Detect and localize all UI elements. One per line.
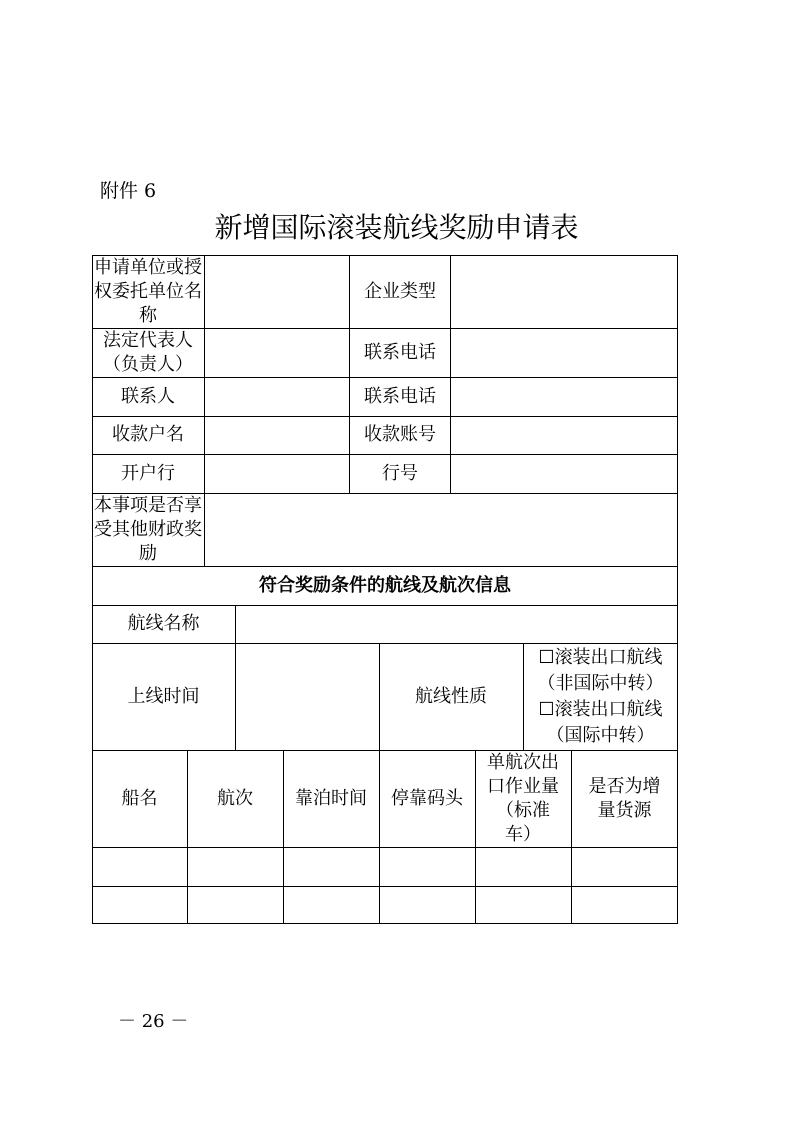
table-row-2-berthing[interactable] bbox=[283, 886, 379, 924]
option-non-transit-line1: 滚装出口航线 bbox=[554, 646, 663, 668]
route-name-field[interactable] bbox=[235, 605, 678, 643]
route-section-header: 符合奖励条件的航线及航次信息 bbox=[259, 574, 511, 596]
legal-representative-field[interactable] bbox=[204, 328, 350, 377]
applicant-name-label: 申请单位或授权委托单位名称 bbox=[94, 256, 202, 326]
bank-field[interactable] bbox=[204, 454, 350, 493]
contact-person-field[interactable] bbox=[204, 377, 350, 416]
voyage-header: 航次 bbox=[217, 787, 253, 809]
table-row-1-berthing[interactable] bbox=[283, 847, 379, 886]
terminal-header: 停靠码头 bbox=[391, 787, 463, 809]
bank-label: 开户行 bbox=[121, 462, 175, 484]
bank-number-label: 行号 bbox=[382, 462, 418, 484]
account-number-label: 收款账号 bbox=[364, 424, 436, 445]
online-time-field[interactable] bbox=[235, 643, 379, 750]
contact-phone-label: 联系电话 bbox=[364, 385, 436, 407]
incremental-cargo-header: 是否为增量货源 bbox=[588, 775, 661, 821]
route-nature-options bbox=[523, 643, 678, 750]
online-time-label: 上线时间 bbox=[127, 685, 200, 707]
other-subsidy-label: 本事项是否享受其他财政奖励 bbox=[94, 494, 202, 564]
table-row-2-voyage[interactable] bbox=[187, 886, 283, 924]
table-row-1-terminal[interactable] bbox=[379, 847, 475, 886]
option-transit-line2: （国际中转） bbox=[546, 724, 655, 746]
account-name-field[interactable] bbox=[204, 416, 350, 454]
page-number-value: 26 bbox=[141, 1011, 165, 1032]
application-form-table bbox=[92, 255, 678, 924]
table-row-1-volume[interactable] bbox=[475, 847, 571, 886]
table-row-1-ship[interactable] bbox=[92, 847, 187, 886]
applicant-name-field[interactable] bbox=[204, 255, 350, 328]
option-transit-line1: 滚装出口航线 bbox=[554, 698, 663, 720]
other-subsidy-field[interactable] bbox=[204, 493, 678, 566]
berthing-time-header: 靠泊时间 bbox=[295, 787, 367, 809]
table-row-2-ship[interactable] bbox=[92, 886, 187, 924]
contact-person-label: 联系人 bbox=[121, 385, 175, 407]
attachment-label: 附件 6 bbox=[100, 180, 157, 202]
table-row-2-volume[interactable] bbox=[475, 886, 571, 924]
table-row-1-voyage[interactable] bbox=[187, 847, 283, 886]
page-number: － 26 － bbox=[118, 1011, 189, 1032]
table-row-2-incremental[interactable] bbox=[571, 886, 678, 924]
legal-rep-phone-label: 联系电话 bbox=[364, 341, 436, 363]
account-number-field[interactable] bbox=[450, 416, 678, 454]
enterprise-type-field[interactable] bbox=[450, 255, 678, 328]
checkbox-icon[interactable]: ☐ bbox=[538, 646, 555, 668]
table-row-1-incremental[interactable] bbox=[571, 847, 678, 886]
enterprise-type-label: 企业类型 bbox=[364, 280, 436, 302]
option-non-transit[interactable] bbox=[538, 645, 662, 671]
legal-rep-phone-field[interactable] bbox=[450, 328, 678, 377]
account-name-label: 收款户名 bbox=[112, 424, 184, 445]
legal-representative-label: 法定代表人（负责人） bbox=[103, 329, 193, 375]
table-row-2-terminal[interactable] bbox=[379, 886, 475, 924]
export-volume-header: 单航次出口作业量（标准车） bbox=[487, 751, 559, 845]
bank-number-field[interactable] bbox=[450, 454, 678, 493]
ship-name-header: 船名 bbox=[121, 787, 158, 809]
form-title: 新增国际滚装航线奖励申请表 bbox=[214, 211, 579, 244]
checkbox-icon[interactable]: ☐ bbox=[538, 698, 555, 720]
contact-phone-field[interactable] bbox=[450, 377, 678, 416]
route-name-label: 航线名称 bbox=[127, 613, 200, 634]
route-nature-label: 航线性质 bbox=[415, 685, 487, 707]
option-transit[interactable] bbox=[538, 697, 662, 723]
option-non-transit-line2: （非国际中转） bbox=[537, 672, 664, 694]
